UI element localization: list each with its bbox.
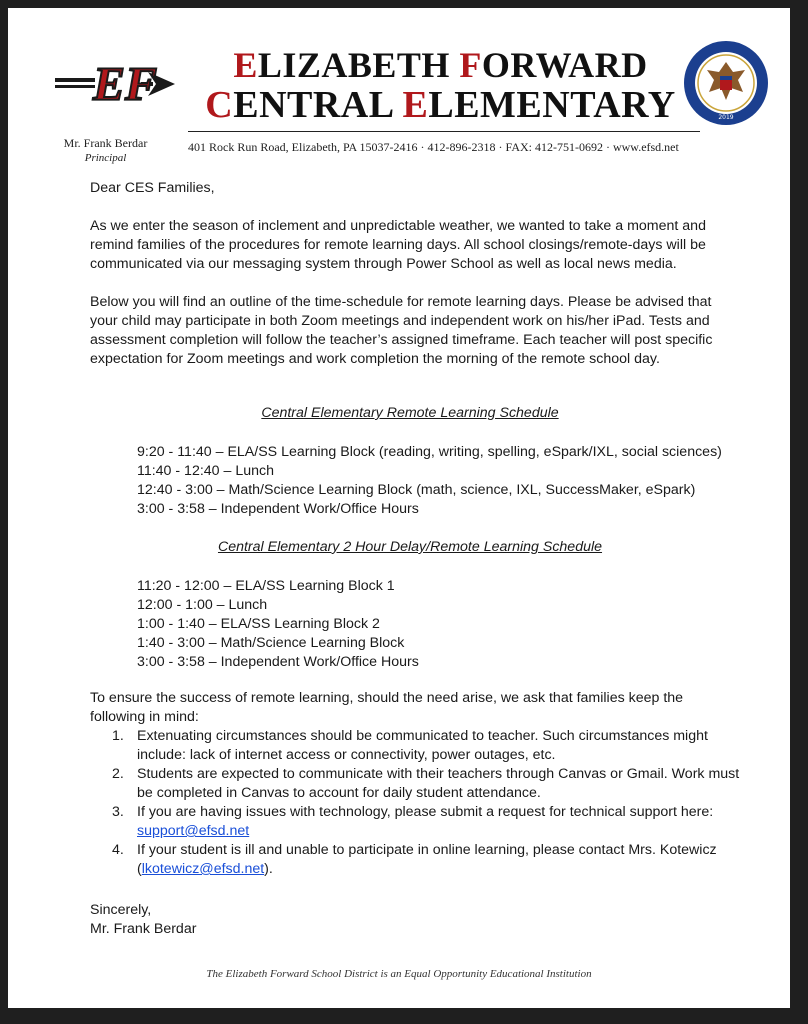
list-item xyxy=(90,727,740,765)
letter-page xyxy=(8,8,790,1008)
item-number: 2. xyxy=(112,766,124,782)
ef-logo-text: EF xyxy=(93,58,158,111)
schedule-row: 11:20 - 12:00 – ELA/SS Learning Block 1 xyxy=(137,578,395,594)
item-text: Extenuating circumstances should be communicated to teacher. Such circumstances might include: lack of internet access or connectivity, power outages, etc. xyxy=(137,728,708,763)
intro-paragraph: As we enter the season of inclement and unpredictable weather, we wanted to take a moment and remind families of the procedures for remote learning days. All school closings/remote-days will be communicated via our messaging system through Power School as well as local news media. xyxy=(90,218,706,272)
signature: Mr. Frank Berdar xyxy=(90,921,197,937)
remote-schedule-title: Central Elementary Remote Learning Schedule xyxy=(261,405,559,421)
schedule-row: 11:40 - 12:40 – Lunch xyxy=(137,463,274,479)
greeting: Dear CES Families, xyxy=(90,180,215,196)
item-text: Students are expected to communicate with their teachers through Canvas or Gmail. Work must be completed in Canvas to account for daily student attendance. xyxy=(137,766,740,801)
blue-ribbon-seal-icon xyxy=(683,40,769,126)
cap-c: C xyxy=(205,84,234,126)
principal-name: Mr. Frank Berdar xyxy=(63,136,148,150)
schedule-row: 3:00 - 3:58 – Independent Work/Office Hours xyxy=(137,501,419,517)
item-text: If you are having issues with technology, please submit a request for technical support here: xyxy=(137,804,714,820)
item-number: 1. xyxy=(112,728,124,744)
list-item xyxy=(90,803,740,841)
list-item xyxy=(90,765,740,803)
delay-schedule-title: Central Elementary 2 Hour Delay/Remote Learning Schedule xyxy=(217,539,603,555)
text-lizabeth: LIZABETH xyxy=(257,45,460,85)
item-number: 3. xyxy=(112,804,124,820)
schedule-row: 1:00 - 1:40 – ELA/SS Learning Block 2 xyxy=(137,616,380,632)
school-address: 401 Rock Run Road, Elizabeth, PA 15037-2416 · 412-896-2318 · FAX: 412-751-0692 · www.efsd.net xyxy=(188,140,679,154)
principal-title: Principal xyxy=(84,152,127,164)
ensure-intro: To ensure the success of remote learning, should the need arise, we ask that families keep the following in mind: xyxy=(90,690,684,725)
list-item xyxy=(90,841,740,879)
item-text: If your student is ill and unable to participate in online learning, please contact Mrs. Kotewicz ( xyxy=(137,842,717,877)
closing: Sincerely, xyxy=(90,902,152,918)
item-text-after: ). xyxy=(264,861,273,877)
item-number: 4. xyxy=(112,842,124,858)
schedule-row: 1:40 - 3:00 – Math/Science Learning Block xyxy=(137,635,405,651)
schedule-row: 3:00 - 3:58 – Independent Work/Office Hours xyxy=(137,654,419,670)
delay-schedule-list xyxy=(137,577,737,672)
footer-statement: The Elizabeth Forward School District is an Equal Opportunity Educational Institution xyxy=(206,968,592,980)
support-email-link[interactable]: support@efsd.net xyxy=(137,823,250,839)
schedule-row: 9:20 - 11:40 – ELA/SS Learning Block (reading, writing, spelling, eSpark/IXL, social sciences) xyxy=(137,444,722,460)
text-orward: ORWARD xyxy=(481,45,648,85)
schedule-row: 12:40 - 3:00 – Math/Science Learning Block (math, science, IXL, SuccessMaker, eSpark) xyxy=(137,482,696,498)
cap-e2: E xyxy=(402,84,429,126)
remote-schedule-list xyxy=(137,443,737,519)
cap-f: F xyxy=(459,45,482,85)
schedule-row: 12:00 - 1:00 – Lunch xyxy=(137,597,268,613)
seal-year: 2019 xyxy=(718,114,734,121)
ef-arrowhead-logo xyxy=(53,48,178,118)
school-name-line2 xyxy=(163,83,718,127)
cap-e: E xyxy=(233,45,258,85)
kotewicz-email-link[interactable]: lkotewicz@efsd.net xyxy=(141,861,265,877)
guidelines-list xyxy=(90,727,740,879)
text-lementary: LEMENTARY xyxy=(428,84,676,126)
outline-paragraph: Below you will find an outline of the time-schedule for remote learning days. Please be advised that your child may participate in both Zoom meetings and independent work on his/her iPad. Tests and assessment completion will follow the teacher’s assigned timeframe. Each teacher will post specific expectation for Zoom meetings and work completion the morning of the remote school day. xyxy=(90,294,713,367)
school-name-line1 xyxy=(163,44,718,86)
text-entral: ENTRAL xyxy=(233,84,403,126)
header-rule xyxy=(188,131,700,132)
